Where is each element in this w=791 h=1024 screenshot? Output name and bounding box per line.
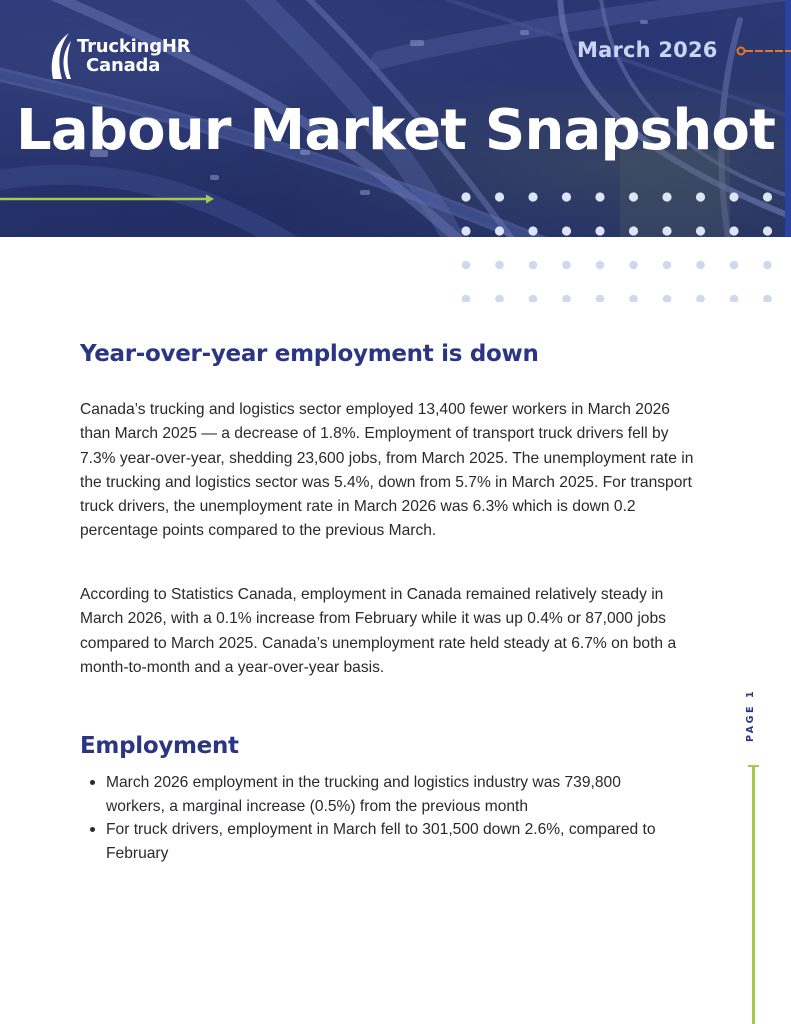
list-item — [80, 818, 680, 865]
bullet-icon — [90, 827, 95, 832]
page-title: Labour Market Snapshot — [16, 98, 776, 163]
decorative-dot — [730, 295, 739, 302]
yoy-paragraph-2: According to Statistics Canada, employment in Canada remained relatively steady in March 2026, with a 0.1% increase from February while it was up 0.4% or 87,000 jobs compared to March 2025. Canada’s unemployment rate held steady at 6.7% on both a month-to-month and a year-over-year basis. — [80, 586, 677, 676]
decorative-dot — [763, 226, 772, 235]
decorative-dot — [629, 261, 638, 270]
issue-date: March 2026 — [577, 38, 718, 62]
decorative-dot — [763, 192, 772, 201]
decorative-dot — [663, 261, 672, 270]
decorative-dot — [562, 261, 571, 270]
bullet-text: For truck drivers, employment in March fell to 301,500 down 2.6%, compared to February — [106, 821, 656, 862]
decorative-dot — [629, 226, 638, 235]
decorative-dot — [696, 192, 705, 201]
decorative-dot — [529, 295, 538, 302]
decorative-dot — [596, 295, 605, 302]
decorative-dot — [495, 261, 504, 270]
decorative-dot — [461, 192, 470, 201]
trucking-hr-canada-logo — [47, 30, 190, 82]
logo-wordmark — [77, 37, 190, 75]
page-marker-line — [752, 765, 755, 1024]
section-heading-yoy: Year-over-year employment is down — [80, 341, 539, 367]
page-number-label: PAGE 1 — [745, 688, 756, 742]
decorative-dot — [629, 192, 638, 201]
road-swoosh-icon — [47, 31, 75, 81]
decorative-dot — [528, 226, 537, 235]
section-heading-employment: Employment — [80, 733, 239, 759]
decorative-dot — [663, 295, 672, 302]
decorative-dot — [528, 192, 537, 201]
decorative-dot — [596, 261, 605, 270]
decorative-dot — [763, 295, 772, 302]
decorative-dot — [696, 226, 705, 235]
decorative-dot — [730, 261, 739, 270]
decorative-dot — [662, 192, 671, 201]
decorative-dot — [763, 261, 772, 270]
decorative-dot — [696, 261, 705, 270]
decorative-dot — [729, 192, 738, 201]
decorative-dot — [529, 261, 538, 270]
list-item — [80, 771, 680, 818]
logo-line-1: TruckingHR — [77, 36, 191, 57]
yoy-paragraph-1: Canada’s trucking and logistics sector employed 13,400 fewer workers in March 2026 than March 2025 — a decrease of 1.8%. Employment of transport truck drivers fell by 7.3% year-over-year, shedding 23,600 jobs, from March 2025. The unemployment rate in the trucking and logistics sector was 5.4%, down from 5.7% in March 2025. For transport truck drivers, the unemployment rate in March 2026 was 6.3% which is down 0.2 percentage points compared to the previous March. — [80, 401, 694, 540]
bullet-icon — [90, 780, 95, 785]
decorative-dot-grid — [461, 190, 781, 302]
banner-right-edge — [785, 0, 791, 237]
orange-connector-line-icon — [735, 45, 791, 57]
decorative-dot — [495, 192, 504, 201]
decorative-dot — [696, 295, 705, 302]
decorative-dot — [562, 295, 571, 302]
decorative-dot — [662, 226, 671, 235]
decorative-dot — [562, 226, 571, 235]
decorative-dot — [629, 295, 638, 302]
decorative-dot — [495, 226, 504, 235]
decorative-dot — [462, 261, 471, 270]
decorative-dot — [462, 295, 471, 302]
green-arrow-icon — [0, 193, 216, 205]
decorative-dot — [595, 192, 604, 201]
decorative-dot — [729, 226, 738, 235]
decorative-dot — [495, 295, 504, 302]
logo-line-2: Canada — [86, 55, 161, 76]
decorative-dot — [595, 226, 604, 235]
bullet-text: March 2026 employment in the trucking and logistics industry was 739,800 workers, a marginal increase (0.5%) from the previous month — [106, 774, 621, 815]
decorative-dot — [562, 192, 571, 201]
employment-bullet-list — [80, 771, 680, 865]
decorative-dot — [461, 226, 470, 235]
